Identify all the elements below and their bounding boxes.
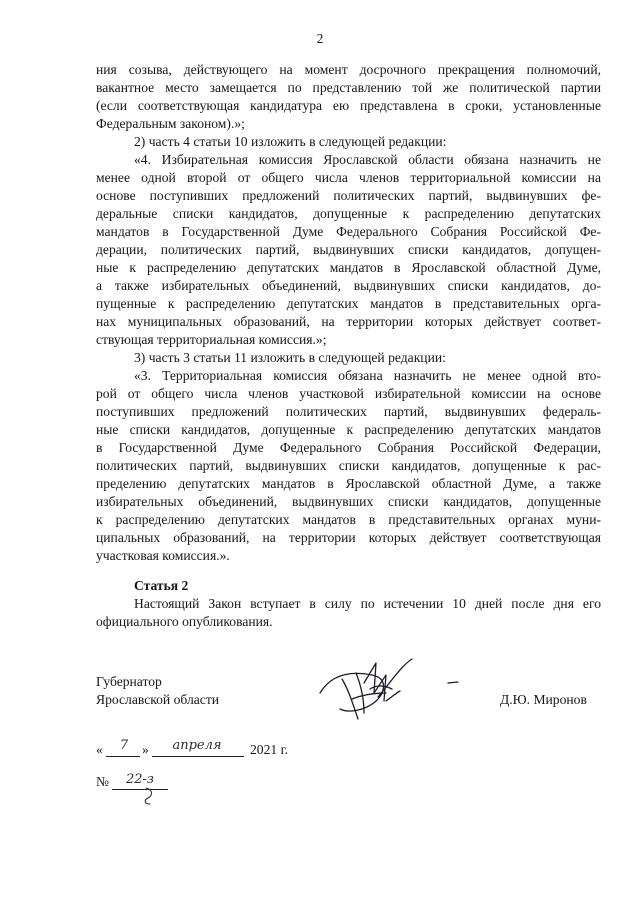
text-line: официального опубликования. <box>96 614 273 629</box>
text-line: а также избирательных объединений, выдвинувших списки кандидатов, до- <box>96 278 601 293</box>
document-number-tail <box>140 786 164 806</box>
text-line: основе поступивших предложений политических партий, выдвинувших фе- <box>96 188 601 203</box>
text-line: ные списки кандидатов, допущенные к распределению депутатских мандатов <box>96 422 601 437</box>
text-line: «3. Территориальная комиссия обязана назначить не менее одной вто- <box>134 368 601 383</box>
text-line: рой от общего числа членов участковой избирательной комиссии на основе <box>96 386 601 401</box>
date-close-quote: » <box>142 742 149 757</box>
text-line: пределению депутатских мандатов в Ярославской областной Думе, а также <box>96 476 601 491</box>
text-line: ствующая территориальная комиссия.»; <box>96 332 327 347</box>
text-line: участковая комиссия.». <box>96 548 230 563</box>
handwritten-signature <box>312 653 462 723</box>
text-line: дерации, политических партий, выдвинувших списки кандидатов, допущен- <box>96 242 601 257</box>
text-line: к распределению депутатских мандатов в представительных органах муни- <box>96 512 601 527</box>
text-line: ния созыва, действующего на момент досрочного прекращения полномочий, <box>96 62 601 77</box>
signatory-position-region: Ярославской области <box>96 692 220 707</box>
text-line: вакантное место замещается по представлению той же политической партии <box>96 80 601 95</box>
document-number-label: № <box>96 774 109 789</box>
page-number: 2 <box>316 31 324 46</box>
text-line: политических партий, выдвинувших списки кандидатов, допущенные к рас- <box>96 458 601 473</box>
date-month-underline <box>152 756 244 757</box>
date-month: апреля <box>172 738 222 753</box>
text-line: пущенные к распределению депутатских мандатов в представительных орга- <box>96 296 601 311</box>
text-line: «4. Избирательная комиссия Ярославской области обязана назначить не <box>134 152 601 167</box>
text-line: в Государственной Думе Федерального Собрания Российской Федерации, <box>96 440 601 455</box>
date-open-quote: « <box>96 742 103 757</box>
text-line: нах муниципальных образований, на территории которых действует соответ- <box>96 314 601 329</box>
text-line: избирательных объединений, выдвинувших списки кандидатов, допущенные <box>96 494 601 509</box>
date-year: 2021 г. <box>250 742 289 757</box>
text-line: Настоящий Закон вступает в силу по истечении 10 дней после дня его <box>134 596 601 611</box>
text-line: мандатов в Государственной Думе Федерального Собрания Российской Фе- <box>96 224 601 239</box>
signatory-position: Губернатор <box>96 674 162 689</box>
text-line: 3) часть 3 статьи 11 изложить в следующей редакции: <box>134 350 446 365</box>
text-line: менее одной второй от общего числа членов территориальной комиссии на <box>96 170 601 185</box>
article-heading: Статья 2 <box>134 578 189 593</box>
text-line: ципальных образований, на территории которых действует соответствующая <box>96 530 601 545</box>
text-line: деральные списки кандидатов, допущенные к распределению депутатских <box>96 206 601 221</box>
document-number: 22-з <box>125 772 155 787</box>
text-line: 2) часть 4 статьи 10 изложить в следующей редакции: <box>134 134 447 149</box>
date-day-underline <box>106 756 140 757</box>
text-line: (если соответствующая кандидатура ею представлена в сроки, установленные <box>96 98 601 113</box>
signatory-name: Д.Ю. Миронов <box>500 692 587 707</box>
date-day: 7 <box>119 738 129 753</box>
text-line: ные к распределению депутатских мандатов в Ярославской областной Думе, <box>96 260 601 275</box>
text-line: поступивших предложений политических партий, выдвинувших федераль- <box>96 404 601 419</box>
text-line: Федеральным законом).»; <box>96 116 245 131</box>
